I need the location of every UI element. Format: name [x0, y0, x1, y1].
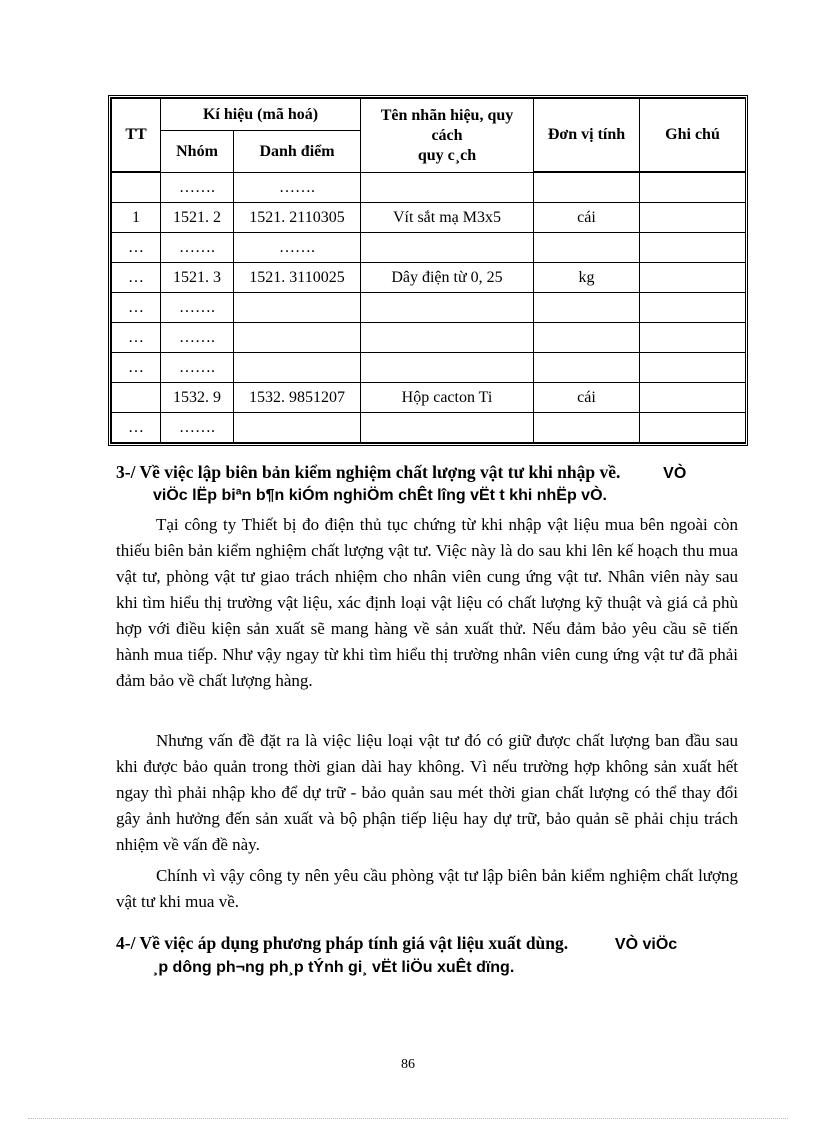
cell-don-vi	[534, 173, 640, 203]
section4-heading-text: 4-/ Về việc áp dụng phương pháp tính giá vật liệu xuất dùng.	[116, 933, 569, 953]
cell-tt: …	[112, 323, 161, 353]
cell-don-vi: cái	[534, 203, 640, 233]
table-row	[112, 323, 746, 353]
cell-don-vi	[534, 293, 640, 323]
cell-tt: …	[112, 233, 161, 263]
cell-don-vi: cái	[534, 383, 640, 413]
cell-danh-diem: 1521. 2110305	[234, 203, 361, 233]
cell-ghi-chu	[640, 293, 746, 323]
header-tt: TT	[112, 99, 161, 172]
header-ghi-chu: Ghi chú	[640, 99, 746, 172]
cell-danh-diem: …….	[234, 173, 361, 203]
section3-heading-text: 3-/ Về việc lập biên bản kiểm nghiệm chất lượng vật tư khi nhập về.	[116, 462, 621, 482]
cell-tt: …	[112, 293, 161, 323]
cell-tt	[112, 173, 161, 203]
table-row	[112, 203, 746, 233]
cell-ten	[361, 293, 534, 323]
cell-danh-diem	[234, 413, 361, 443]
cell-ten: Hộp cacton Ti	[361, 383, 534, 413]
cell-tt: 1	[112, 203, 161, 233]
cell-danh-diem: …….	[234, 233, 361, 263]
cell-ten	[361, 353, 534, 383]
cell-nhom: …….	[161, 293, 234, 323]
cell-ten: Vít sắt mạ M3x5	[361, 203, 534, 233]
cell-nhom: 1521. 3	[161, 263, 234, 293]
cell-don-vi	[534, 353, 640, 383]
section4-heading	[116, 932, 677, 956]
paragraph-3: Chính vì vậy công ty nên yêu cầu phòng vật tư lập biên bản kiểm nghiệm chất lượng vật tư khi mua về.	[116, 866, 738, 911]
cell-ghi-chu	[640, 353, 746, 383]
header-ki-hieu: Kí hiệu (mã hoá)	[161, 99, 361, 131]
paragraph-1: Tại công ty Thiết bị đo điện thủ tục chứng từ khi nhập vật liệu mua bên ngoài còn thiếu biên bản kiểm nghiệm chất lượng vật tư. Việc này là do sau khi lên kế hoạch thu mua vật tư, phòng vật tư giao trách nhiệm cho nhân viên cung ứng vật tư. Nhân viên này sau khi tìm hiểu thị trường vật liệu, xác định loại vật liệu có chất lượng kỹ thuật và giá cả phù hợp với điều kiện sản xuất sẽ mang hàng về sản xuất thử. Nếu đảm bảo yêu cầu sẽ tiến hành mua tiếp. Như vậy ngay từ khi tìm hiểu thị trường nhân viên cung ứng vật tư đã phải đảm bảo về chất lượng hàng.	[116, 515, 738, 690]
table-row	[112, 353, 746, 383]
section3-heading-garbled-a: VÒ	[663, 465, 687, 482]
section4-heading-garbled-a: VÒ viÖc	[614, 936, 678, 953]
cell-ghi-chu	[640, 323, 746, 353]
cell-ghi-chu	[640, 233, 746, 263]
cell-danh-diem	[234, 323, 361, 353]
section3-heading	[116, 461, 686, 485]
cell-ten	[361, 173, 534, 203]
table-row	[112, 263, 746, 293]
materials-code-table	[111, 98, 746, 443]
cell-nhom: …….	[161, 323, 234, 353]
cell-danh-diem	[234, 353, 361, 383]
cell-tt: …	[112, 413, 161, 443]
table-row	[112, 383, 746, 413]
paragraph-2: Nhưng vấn đề đặt ra là việc liệu loại vật tư đó có giữ được chất lượng ban đầu sau khi được bảo quản trong thời gian dài hay không. Vì nếu trường hợp không sản xuất hết ngay thì phải nhập kho để dự trữ - bảo quản sau mét thời gian chất lượng có thể thay đổi gây ảnh hưởng đến sản xuất và bộ phận tiếp liệu hay dự trữ, bảo quản sẽ phải chịu trách nhiệm về vấn đề này.	[116, 731, 738, 854]
header-ten-nhan-hieu	[361, 99, 534, 173]
page-number: 86	[401, 1057, 415, 1072]
cell-nhom: …….	[161, 233, 234, 263]
cell-ghi-chu	[640, 383, 746, 413]
footer-dotted-rule	[28, 1118, 788, 1119]
section3-heading-garbled-b: viÖc lËp biªn b¶n kiÓm nghiÖm chÊt lîng vËt t khi nhËp vÒ.	[153, 487, 607, 504]
cell-ten	[361, 323, 534, 353]
section4-heading-garbled-b: ¸p dông ph¬ng ph¸p tÝnh gi¸ vËt liÖu xuÊt dïng.	[153, 959, 515, 976]
header-don-vi: Đơn vị tính	[534, 99, 640, 172]
cell-nhom: 1521. 2	[161, 203, 234, 233]
header-ten-line1: Tên nhãn hiệu, quy	[380, 106, 514, 124]
cell-ten	[361, 413, 534, 443]
table-row	[112, 233, 746, 263]
cell-ghi-chu	[640, 203, 746, 233]
cell-nhom: …….	[161, 173, 234, 203]
header-nhom: Nhóm	[161, 131, 234, 173]
cell-nhom: …….	[161, 353, 234, 383]
cell-ten: Dây điện từ 0, 25	[361, 263, 534, 293]
cell-ghi-chu	[640, 413, 746, 443]
header-ten-line2: cách	[431, 126, 463, 144]
cell-don-vi	[534, 233, 640, 263]
cell-ghi-chu	[640, 173, 746, 203]
cell-danh-diem: 1532. 9851207	[234, 383, 361, 413]
cell-tt	[112, 383, 161, 413]
header-ten-line3: quy c¸ch	[417, 146, 477, 164]
table-row	[112, 293, 746, 323]
cell-ghi-chu	[640, 263, 746, 293]
cell-tt: …	[112, 263, 161, 293]
cell-danh-diem: 1521. 3110025	[234, 263, 361, 293]
cell-don-vi	[534, 323, 640, 353]
table-row	[112, 173, 746, 203]
cell-don-vi: kg	[534, 263, 640, 293]
cell-tt: …	[112, 353, 161, 383]
header-danh-diem: Danh điểm	[234, 131, 361, 173]
cell-danh-diem	[234, 293, 361, 323]
cell-don-vi	[534, 413, 640, 443]
cell-nhom: …….	[161, 413, 234, 443]
cell-ten	[361, 233, 534, 263]
materials-code-table-frame	[108, 95, 748, 446]
cell-nhom: 1532. 9	[161, 383, 234, 413]
table-row	[112, 413, 746, 443]
